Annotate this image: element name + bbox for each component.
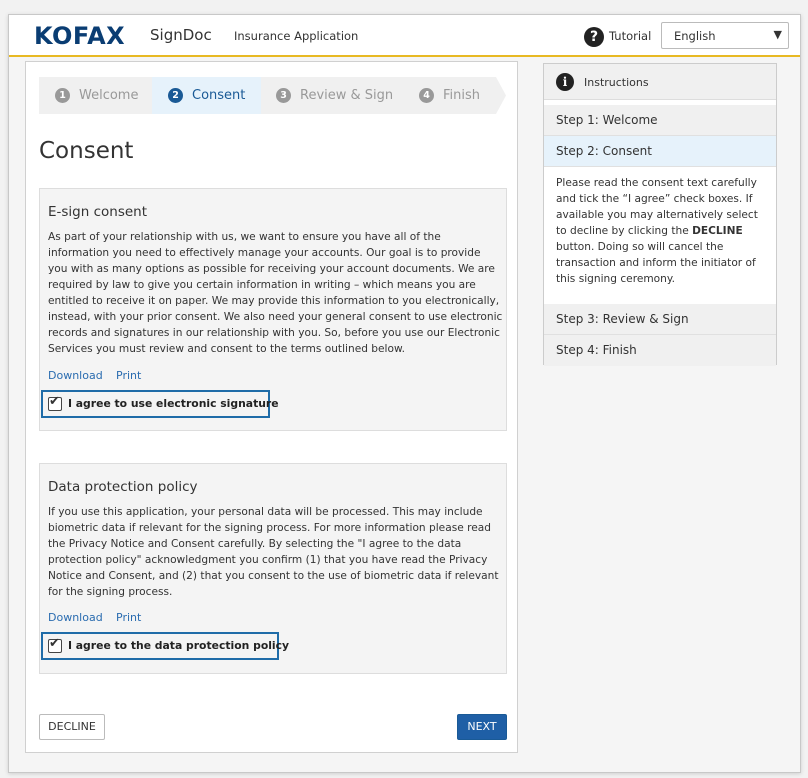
instructions-title: Instructions [584, 76, 649, 89]
step-label: Welcome [79, 88, 139, 103]
language-value: English [674, 29, 716, 43]
panel-text: If you use this application, your personal data will be processed. This may include biometric data if relevant for the signing process. For more information please read the Privacy Notice and Consent carefully. By selecting the "I agree to the data protection policy" acknowledgment you confirm (1) that you have read the Privacy Notice and Consent, and (2) that you consent to the use of biometric data if relevant for the signing process. [48, 506, 499, 598]
description-text-end: button. Doing so will cancel the transaction and inform the initiator of this signing ceremony. [556, 241, 756, 285]
tutorial-link[interactable]: Tutorial [609, 29, 652, 43]
description-text: Please read the consent text carefully and tick the “I agree” check boxes. If available you may alternatively select to decline by clicking the [556, 177, 758, 237]
step-welcome [55, 77, 138, 114]
checkmark-icon: ✔ [49, 636, 60, 651]
step-number: 3 [276, 88, 291, 103]
checkmark-icon: ✔ [49, 394, 60, 409]
kofax-logo: KOFAX [34, 22, 126, 50]
checkbox-label: I agree to use electronic signature [68, 397, 279, 410]
step-finish [419, 77, 480, 114]
top-bar [9, 15, 800, 57]
step-review-sign [276, 77, 393, 114]
instructions-step-welcome[interactable]: Step 1: Welcome [544, 105, 776, 136]
instructions-panel [543, 63, 777, 365]
browser-window [8, 14, 801, 773]
page-title: Consent [39, 138, 134, 164]
esign-consent-panel [39, 188, 507, 431]
checkbox-label: I agree to the data protection policy [68, 639, 290, 652]
step-label: Finish [443, 88, 481, 103]
privacy-agree-checkbox[interactable] [48, 636, 62, 653]
download-link[interactable]: Download [48, 369, 103, 382]
description-decline-bold: DECLINE [692, 225, 743, 237]
print-link[interactable]: Print [116, 369, 142, 382]
esign-agree-checkbox[interactable] [48, 394, 62, 411]
instructions-step-consent[interactable]: Step 2: Consent [544, 136, 776, 167]
step-label: Consent [192, 88, 246, 103]
panel-text: As part of your relationship with us, we want to ensure you have all of the information you need to effectively manage your accounts. Our goal is to provide you with as many options as possible for receiving your account documents. We are required by law to give you certain information in writing – which means you are entitled to receive it on paper. We may provide this information to you electronically, instead, with your prior consent. We also need your general consent to use electronic records and signatures in our relationship with you. So, before you use our Electronic Services you must review and consent to the terms outlined below. [48, 231, 503, 355]
step-consent [168, 77, 245, 114]
step-label: Review & Sign [300, 88, 394, 103]
instructions-description [556, 175, 771, 287]
instructions-step-finish[interactable]: Step 4: Finish [544, 335, 776, 366]
step-number: 1 [55, 88, 70, 103]
question-circle-icon[interactable]: ? [584, 27, 604, 47]
download-link[interactable]: Download [48, 611, 103, 624]
progress-stepper [39, 77, 506, 114]
print-link[interactable]: Print [116, 611, 142, 624]
decline-button[interactable]: DECLINE [39, 714, 105, 740]
product-name: SignDoc [150, 26, 212, 44]
panel-title: E-sign consent [48, 204, 148, 220]
step-number: 4 [419, 88, 434, 103]
panel-title: Data protection policy [48, 479, 198, 495]
instructions-step-review-sign[interactable]: Step 3: Review & Sign [544, 304, 776, 335]
data-protection-panel [39, 463, 507, 674]
instructions-header [544, 64, 776, 100]
language-select[interactable] [661, 22, 789, 49]
step-number: 2 [168, 88, 183, 103]
esign-agree-checkbox-row[interactable] [41, 390, 279, 418]
next-button[interactable]: NEXT [457, 714, 507, 740]
privacy-agree-checkbox-row[interactable] [41, 632, 290, 660]
info-circle-icon: i [556, 73, 574, 91]
application-title: Insurance Application [234, 29, 359, 43]
caret-down-icon: ▼ [773, 28, 782, 41]
main-content [25, 61, 518, 753]
